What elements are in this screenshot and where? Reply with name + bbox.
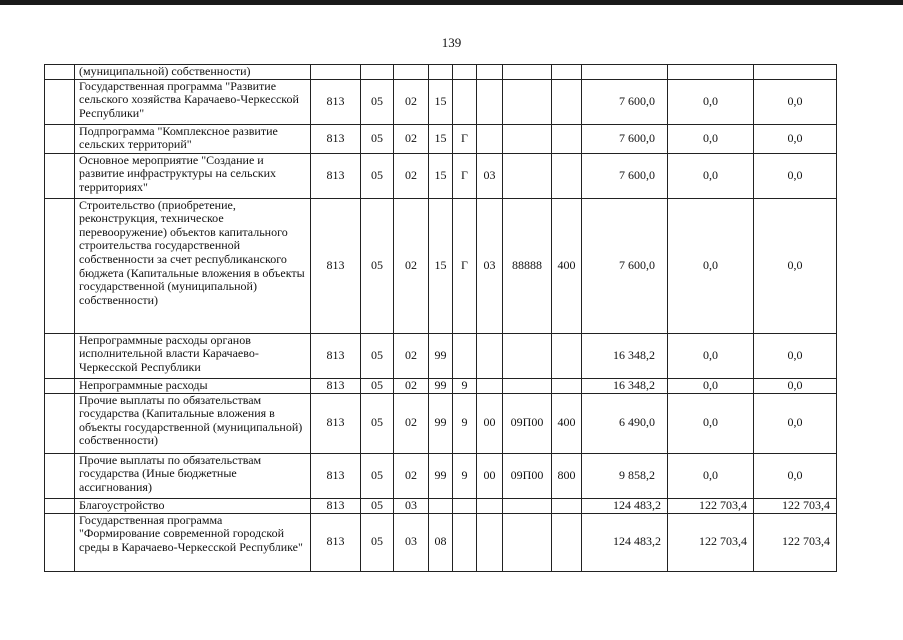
- code-expense-type: [552, 79, 582, 124]
- amount-year-2: 0,0: [668, 333, 754, 378]
- code-subsection: 02: [394, 153, 429, 198]
- code-expense-type: [552, 513, 582, 571]
- code-expense-type: 400: [552, 198, 582, 333]
- amount-year-3: 0,0: [754, 453, 837, 498]
- table-row: [45, 124, 837, 153]
- code-direction: [503, 124, 552, 153]
- code-expense-type: [552, 124, 582, 153]
- code-subprogram: Г: [453, 153, 477, 198]
- table-row: [45, 79, 837, 124]
- code-program: 15: [429, 198, 453, 333]
- code-subsection: 02: [394, 79, 429, 124]
- amount-year-1: 124 483,2: [582, 513, 668, 571]
- code-expense-type: [552, 498, 582, 513]
- amount-year-2: 122 703,4: [668, 498, 754, 513]
- code-ministry: 813: [311, 333, 361, 378]
- code-subprogram: Г: [453, 124, 477, 153]
- row-description: Государственная программа "Формирование современной городской среды в Карачаево-Черкесской Республике": [75, 513, 311, 571]
- row-description: Прочие выплаты по обязательствам государства (Капитальные вложения в объекты государственной (муниципальной) собственности): [75, 393, 311, 453]
- code-subprogram: [453, 333, 477, 378]
- code-subprogram: [453, 498, 477, 513]
- code-direction: [503, 498, 552, 513]
- code-ministry: 813: [311, 79, 361, 124]
- amount-year-3: [754, 65, 837, 80]
- amount-year-3: 0,0: [754, 153, 837, 198]
- amount-year-1: 9 858,2: [582, 453, 668, 498]
- code-ministry: 813: [311, 153, 361, 198]
- amount-year-1: 7 600,0: [582, 124, 668, 153]
- table-row: [45, 393, 837, 453]
- amount-year-1: 16 348,2: [582, 378, 668, 393]
- code-ministry: 813: [311, 198, 361, 333]
- code-section: 05: [361, 153, 394, 198]
- amount-year-2: 0,0: [668, 393, 754, 453]
- code-subprogram: [453, 65, 477, 80]
- row-index-cell: [45, 124, 75, 153]
- code-ministry: 813: [311, 498, 361, 513]
- code-program: 15: [429, 153, 453, 198]
- code-subsection: 03: [394, 513, 429, 571]
- page-number: 139: [441, 35, 462, 50]
- code-activity: [477, 65, 503, 80]
- code-activity: [477, 124, 503, 153]
- code-section: 05: [361, 333, 394, 378]
- code-section: [361, 65, 394, 80]
- code-section: 05: [361, 453, 394, 498]
- row-index-cell: [45, 153, 75, 198]
- code-expense-type: [552, 333, 582, 378]
- row-description: Прочие выплаты по обязательствам государства (Иные бюджетные ассигнования): [75, 453, 311, 498]
- table-row: [45, 333, 837, 378]
- table-row: [45, 153, 837, 198]
- code-activity: [477, 79, 503, 124]
- amount-year-2: 0,0: [668, 453, 754, 498]
- code-direction: [503, 513, 552, 571]
- amount-year-1: 6 490,0: [582, 393, 668, 453]
- code-section: 05: [361, 513, 394, 571]
- code-expense-type: [552, 378, 582, 393]
- table-row: [45, 453, 837, 498]
- row-description: Государственная программа "Развитие сельского хозяйства Карачаево-Черкесской Республики": [75, 79, 311, 124]
- row-index-cell: [45, 378, 75, 393]
- code-section: 05: [361, 124, 394, 153]
- code-direction: 09П00: [503, 393, 552, 453]
- row-description: Строительство (приобретение, реконструкция, техническое перевооружение) объектов капитального строительства государственной собственности за счет республиканского бюджета (Капитальные вложения в объекты государственной (муниципальной) собственности): [75, 198, 311, 333]
- code-section: 05: [361, 393, 394, 453]
- amount-year-2: 0,0: [668, 79, 754, 124]
- amount-year-1: 7 600,0: [582, 198, 668, 333]
- amount-year-2: 0,0: [668, 153, 754, 198]
- code-activity: [477, 333, 503, 378]
- code-program: [429, 65, 453, 80]
- amount-year-2: 0,0: [668, 198, 754, 333]
- code-section: 05: [361, 79, 394, 124]
- code-direction: [503, 79, 552, 124]
- amount-year-1: 16 348,2: [582, 333, 668, 378]
- amount-year-2: 0,0: [668, 378, 754, 393]
- row-description: Непрограммные расходы органов исполнительной власти Карачаево-Черкесской Республики: [75, 333, 311, 378]
- code-expense-type: [552, 153, 582, 198]
- amount-year-1: [582, 65, 668, 80]
- table-row: [45, 513, 837, 571]
- code-program: 99: [429, 333, 453, 378]
- code-ministry: 813: [311, 453, 361, 498]
- table-row: [45, 498, 837, 513]
- amount-year-2: 122 703,4: [668, 513, 754, 571]
- code-subsection: [394, 65, 429, 80]
- code-direction: [503, 333, 552, 378]
- row-index-cell: [45, 513, 75, 571]
- row-index-cell: [45, 198, 75, 333]
- amount-year-2: 0,0: [668, 124, 754, 153]
- code-direction: [503, 153, 552, 198]
- amount-year-3: 0,0: [754, 124, 837, 153]
- code-program: 99: [429, 453, 453, 498]
- amount-year-3: 0,0: [754, 333, 837, 378]
- row-description: Подпрограмма "Комплексное развитие сельских территорий": [75, 124, 311, 153]
- code-activity: [477, 498, 503, 513]
- code-activity: 03: [477, 153, 503, 198]
- code-subprogram: Г: [453, 198, 477, 333]
- code-activity: [477, 513, 503, 571]
- code-direction: [503, 378, 552, 393]
- code-expense-type: 800: [552, 453, 582, 498]
- code-expense-type: 400: [552, 393, 582, 453]
- code-program: 15: [429, 79, 453, 124]
- page-top-border: [0, 0, 903, 5]
- row-index-cell: [45, 79, 75, 124]
- row-index-cell: [45, 333, 75, 378]
- code-program: [429, 498, 453, 513]
- amount-year-1: 7 600,0: [582, 79, 668, 124]
- amount-year-3: 0,0: [754, 79, 837, 124]
- code-ministry: 813: [311, 513, 361, 571]
- code-activity: 03: [477, 198, 503, 333]
- table-row: [45, 378, 837, 393]
- code-direction: [503, 65, 552, 80]
- code-subsection: 02: [394, 333, 429, 378]
- row-description: Основное мероприятие "Создание и развитие инфраструктуры на сельских территориях": [75, 153, 311, 198]
- amount-year-3: 122 703,4: [754, 513, 837, 571]
- amount-year-1: 124 483,2: [582, 498, 668, 513]
- code-section: 05: [361, 198, 394, 333]
- code-program: 99: [429, 393, 453, 453]
- amount-year-3: 0,0: [754, 393, 837, 453]
- amount-year-2: [668, 65, 754, 80]
- code-program: 99: [429, 378, 453, 393]
- code-subprogram: 9: [453, 393, 477, 453]
- code-subsection: 02: [394, 124, 429, 153]
- code-ministry: 813: [311, 124, 361, 153]
- code-activity: 00: [477, 453, 503, 498]
- table-row: [45, 65, 837, 80]
- code-subprogram: [453, 79, 477, 124]
- row-index-cell: [45, 65, 75, 80]
- code-expense-type: [552, 65, 582, 80]
- row-description: (муниципальной) собственности): [75, 65, 311, 80]
- code-activity: [477, 378, 503, 393]
- code-program: 08: [429, 513, 453, 571]
- row-index-cell: [45, 393, 75, 453]
- row-index-cell: [45, 498, 75, 513]
- code-subprogram: 9: [453, 453, 477, 498]
- row-description: Благоустройство: [75, 498, 311, 513]
- code-subprogram: 9: [453, 378, 477, 393]
- row-index-cell: [45, 453, 75, 498]
- code-subprogram: [453, 513, 477, 571]
- code-section: 05: [361, 378, 394, 393]
- code-subsection: 02: [394, 198, 429, 333]
- amount-year-1: 7 600,0: [582, 153, 668, 198]
- code-ministry: 813: [311, 378, 361, 393]
- code-subsection: 03: [394, 498, 429, 513]
- code-subsection: 02: [394, 378, 429, 393]
- row-description: Непрограммные расходы: [75, 378, 311, 393]
- amount-year-3: 122 703,4: [754, 498, 837, 513]
- code-ministry: [311, 65, 361, 80]
- amount-year-3: 0,0: [754, 198, 837, 333]
- code-direction: 09П00: [503, 453, 552, 498]
- code-activity: 00: [477, 393, 503, 453]
- code-section: 05: [361, 498, 394, 513]
- code-subsection: 02: [394, 453, 429, 498]
- amount-year-3: 0,0: [754, 378, 837, 393]
- table-row: [45, 198, 837, 333]
- code-direction: 88888: [503, 198, 552, 333]
- code-ministry: 813: [311, 393, 361, 453]
- budget-table: [44, 64, 837, 572]
- code-subsection: 02: [394, 393, 429, 453]
- code-program: 15: [429, 124, 453, 153]
